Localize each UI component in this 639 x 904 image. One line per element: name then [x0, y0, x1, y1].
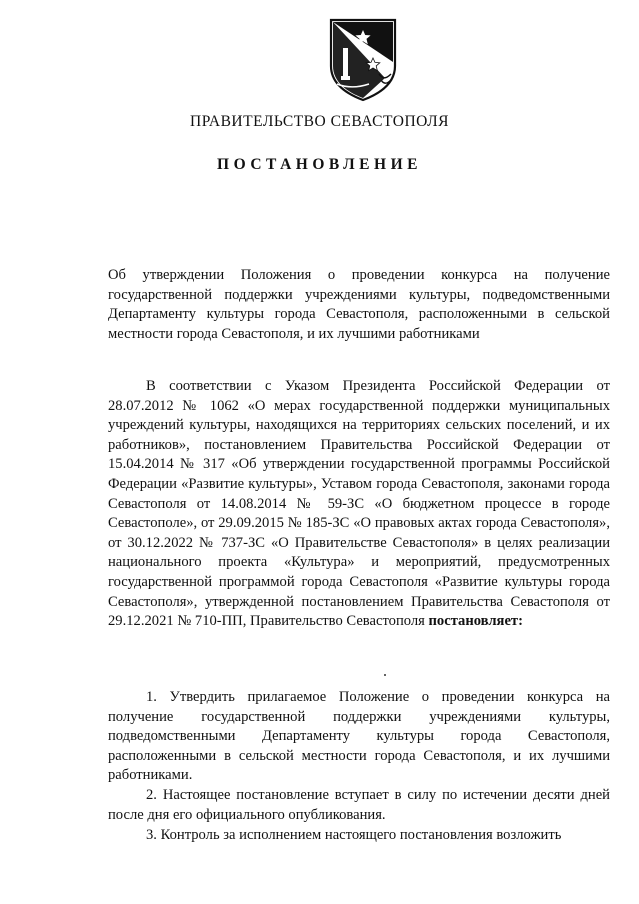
resolution-title: Об утверждении Положения о проведении конкурса на получение государственной поддержки учреждениями культуры, подведомственными Департаменту культуры города Севастополя, расположенными в сельской местности города Севастополя, и их лучшими работниками: [108, 267, 610, 342]
item-2: 2. Настоящее постановление вступает в силу по истечении десяти дней после дня его официального опубликования.: [108, 787, 610, 823]
sevastopol-coat-of-arms: [327, 14, 399, 102]
item-1: 1. Утвердить прилагаемое Положение о проведении конкурса на получение государственной поддержки учреждениями культуры, подведомственными Департаменту культуры города Севастополя, расположенными в сельской местности города Севастополя, и их лучшими работниками.: [108, 689, 610, 784]
item-3: 3. Контроль за исполнением настоящего постановления возложить: [146, 827, 562, 843]
government-name: ПРАВИТЕЛЬСТВО СЕВАСТОПОЛЯ: [190, 113, 449, 130]
preamble-paragraph: [108, 377, 610, 632]
resolves-word: постановляет:: [428, 613, 523, 630]
preamble-text: В соответствии с Указом Президента Российской Федерации от 28.07.2012 № 1062 «О мерах государственной поддержки муниципальных учреждений культуры, находящихся на территориях сельских поселений, и их работников», постановлением Правительства Российской Федерации от 15.04.2014 № 317 «Об утверждении государственной программы Российской Федерации «Развитие культуры», Уставом города Севастополя, законами города Севастополя от 14.08.2014 № 59-ЗС «О бюджетном процессе в городе Севастополе», от 29.09.2015 № 185-ЗС «О правовых актах города Севастополя», от 30.12.2022 № 737-ЗС «О Правительстве Севастополя» в целях реализации национального проекта «Культура» и мероприятий, предусмотренных государственной программой города Севастополя «Развитие культуры города Севастополя», утвержденной постановлением Правительства Севастополя от 29.12.2021 № 710-ПП, Правительство Севастополя: [108, 378, 610, 630]
scan-dot: [384, 674, 386, 676]
document-type: ПОСТАНОВЛЕНИЕ: [217, 156, 422, 173]
